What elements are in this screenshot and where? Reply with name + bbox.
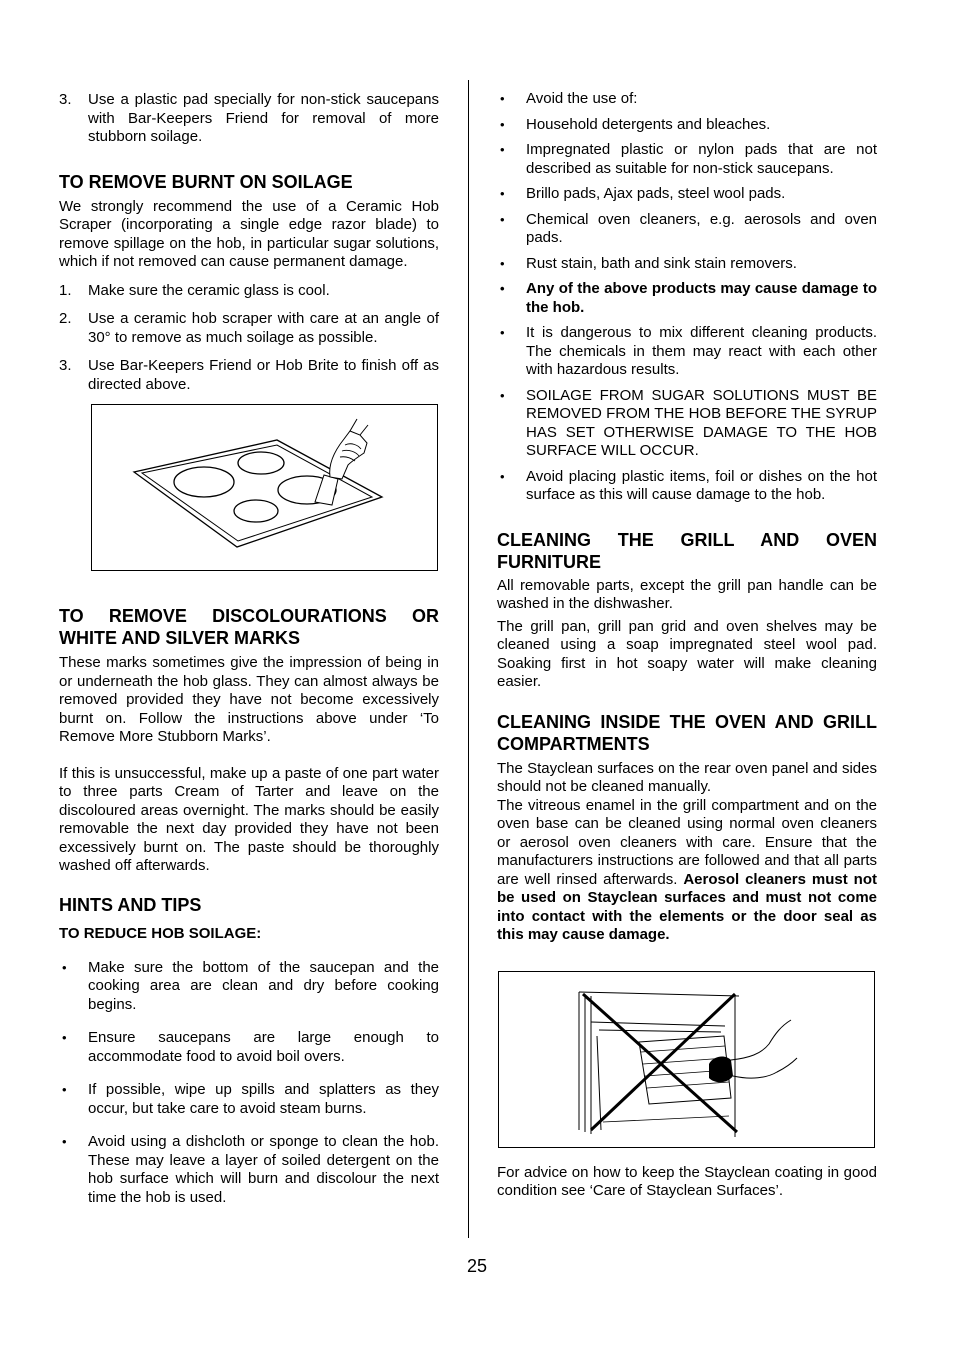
tip-item [59,1081,439,1118]
right-column [497,88,877,1201]
bullet-icon: • [500,281,505,296]
tip-text: Make sure the bottom of the saucepan and the cooking area are clean and dry before cooking begins. [88,958,439,1013]
avoid-text: SOILAGE FROM SUGAR SOLUTIONS MUST BE REMOVED FROM THE HOB BEFORE THE SYRUP HAS SET OTHERWISE DAMAGE TO THE HOB SURFACE WILL OCCUR. [526,386,877,459]
grill-paragraph-2: The grill pan, grill pan grid and oven shelves may be cleaned using a soap impregnated steel wool pad. Soaking first in hot soapy water will make cleaning easier. [497,617,877,690]
bullet-icon: • [500,468,505,484]
oven-cleaning-illustration [498,971,875,1148]
tip-item [59,1029,439,1066]
section-heading-grill-furniture: CLEANING THE GRILL AND OVEN FURNITURE [497,529,877,572]
inside-paragraph-2 [497,797,877,945]
avoid-item [497,90,877,109]
inside-paragraph-1: The Stayclean surfaces on the rear oven panel and sides should not be cleaned manually. [497,759,877,795]
oven-cleaning-drawing [499,972,874,1147]
left-column [59,88,439,1207]
step-text: Use a ceramic hob scraper with care at an angle of 30° to remove as much soilage as possible. [88,310,439,346]
step-item [59,310,439,347]
avoid-text: Avoid the use of: [526,90,638,107]
avoid-text: Chemical oven cleaners, e.g. aerosols and oven pads. [526,210,877,246]
section-heading-burnt: TO REMOVE BURNT ON SOILAGE [59,171,353,192]
avoid-item [497,255,877,274]
section-heading-inside-oven: CLEANING INSIDE THE OVEN AND GRILL COMPARTMENTS [497,711,877,754]
page-number: 25 [466,1256,488,1276]
section-heading-discolour: TO REMOVE DISCOLOURATIONS OR WHITE AND SILVER MARKS [59,606,439,648]
tip-text: Avoid using a dishcloth or sponge to clean the hob. These may leave a layer of soiled detergent on the hob surface which will burn and discolour the next time the hob is used. [88,1133,439,1206]
bullet-icon: • [62,959,67,975]
step-item [59,357,439,394]
avoid-text: It is dangerous to mix different cleaning products. The chemicals in them may react with each other with hazardous results. [526,324,877,378]
advice-paragraph: For advice on how to keep the Stayclean coating in good condition see ‘Care of Stayclean Surfaces’. [497,1163,877,1199]
list-item [59,91,439,147]
avoid-item-warning [497,280,877,317]
tip-item [59,1133,439,1207]
avoid-item [497,211,877,248]
avoid-text: Rust stain, bath and sink stain removers. [526,254,797,272]
step-marker: 2. [59,310,72,327]
hob-scraper-drawing [92,405,437,570]
grill-paragraph-1: All removable parts, except the grill pan handle can be washed in the dishwasher. [497,576,877,612]
step-marker: 1. [59,281,72,299]
bullet-icon: • [62,1030,67,1045]
tip-text: Ensure saucepans are large enough to accommodate food to avoid boil overs. [88,1029,439,1065]
tip-item [59,959,439,1015]
discolour-paragraph-2: If this is unsuccessful, make up a paste of one part water to three parts Cream of Tarter and leave on the discoloured areas overnight. The marks should be easily removable the next day provided they have not been excessively burnt on. The paste should be thoroughly washed off afterwards. [59,764,439,874]
bullet-icon: • [62,1134,67,1149]
avoid-text: Brillo pads, Ajax pads, steel wool pads. [526,185,786,202]
column-divider [468,80,469,1238]
list-text: Use a plastic pad specially for non-stick saucepans with Bar-Keepers Friend for removal of more stubborn soilage. [88,91,439,145]
avoid-item [497,185,877,204]
bullet-icon: • [500,142,505,157]
avoid-text: Impregnated plastic or nylon pads that are not described as suitable for non-stick saucepans. [526,141,877,177]
hob-scraper-illustration [91,404,438,571]
list-marker: 3. [59,91,72,108]
step-marker: 3. [59,357,72,374]
bullet-icon: • [500,211,505,227]
bullet-icon: • [500,91,505,106]
step-text: Make sure the ceramic glass is cool. [88,281,330,299]
section-heading-hints: HINTS AND TIPS [59,894,202,915]
inside-warning-text: Aerosol cleaners must not be used on Stayclean surfaces and must not come into contact with the elements or the door seal as this may cause damage. [497,870,877,943]
avoid-text: Household detergents and bleaches. [526,115,771,133]
avoid-text: Any of the above products may cause damage to the hob. [526,280,877,316]
bullet-icon: • [62,1082,67,1097]
avoid-item [497,324,877,380]
avoid-item [497,116,877,135]
step-item [59,282,439,301]
step-text: Use Bar-Keepers Friend or Hob Brite to finish off as directed above. [88,357,439,393]
bullet-icon: • [500,387,505,403]
bullet-icon: • [500,325,505,340]
tip-text: If possible, wipe up spills and splatters as they occur, but take care to avoid steam burns. [88,1081,439,1117]
inside-normal-text: The vitreous enamel in the grill compartment and on the oven base can be cleaned using normal oven cleaners or aerosol oven cleaners with care. Ensure that the manufacturers instructions are followed and that all parts are well rinsed afterwards. [497,796,877,888]
bullet-icon: • [500,116,505,132]
avoid-item [497,387,877,461]
avoid-item [497,141,877,178]
avoid-text: Avoid placing plastic items, foil or dishes on the hot surface as this will cause damage to the hob. [526,467,877,503]
bullet-icon: • [500,255,505,271]
avoid-item [497,468,877,505]
burnt-intro: We strongly recommend the use of a Ceramic Hob Scraper (incorporating a single edge razor blade) to remove spillage on the hob, in particular sugar solutions, which if not removed can cause permanent damage. [59,197,439,270]
bullet-icon: • [500,186,505,201]
hints-subheading: TO REDUCE HOB SOILAGE: [59,924,262,942]
discolour-paragraph-1: These marks sometimes give the impression of being in or underneath the hob glass. They can almost always be removed provided they have not become excessively burnt on. Follow the instructions above under ‘To Remove More Stubborn Marks’. [59,654,439,745]
